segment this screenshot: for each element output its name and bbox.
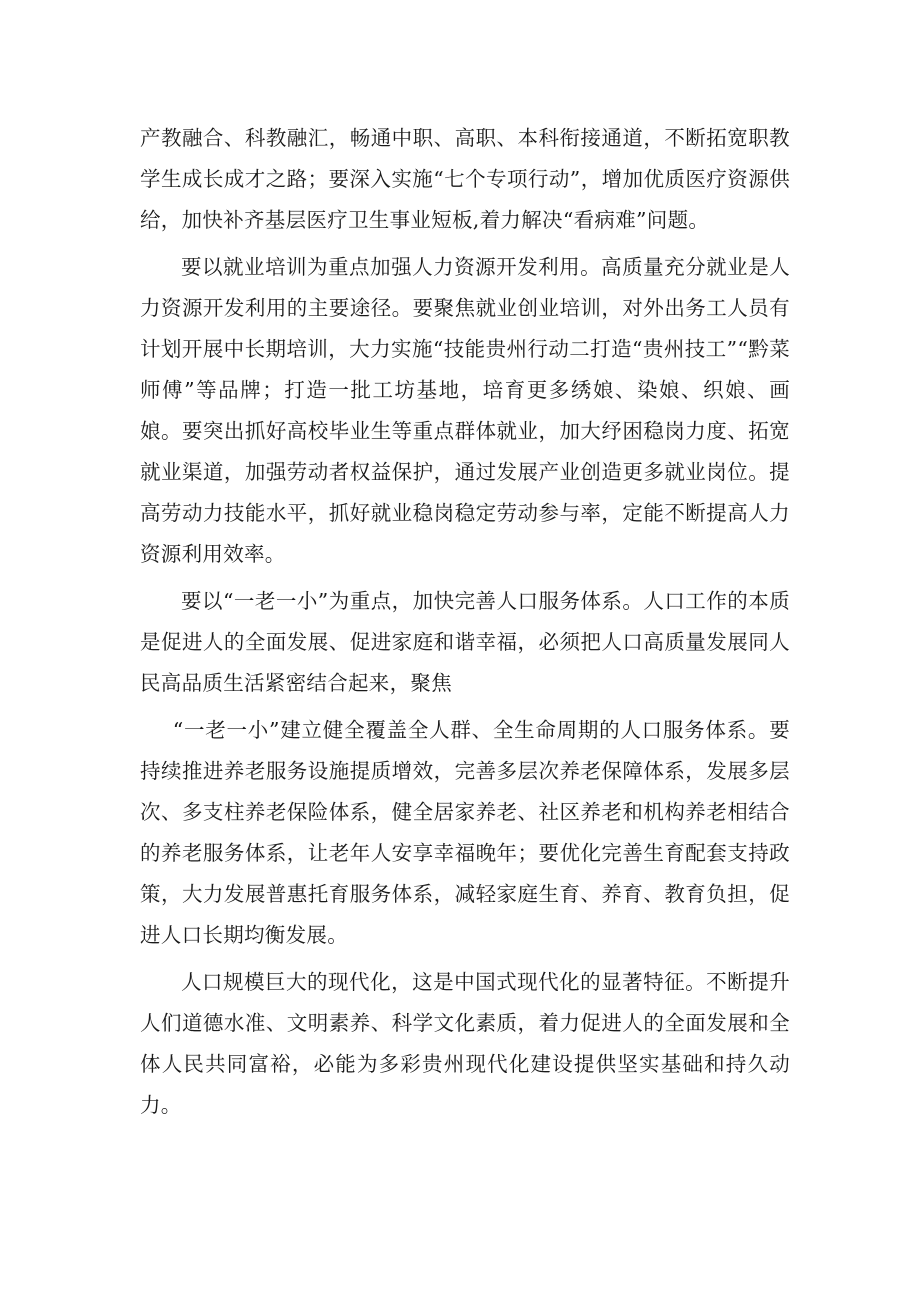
paragraph-continued-education: 产教融合、科教融汇，畅通中职、高职、本科衔接通道，不断拓宽职教学生成长成才之路；要深入实施“七个专项行动”，增加优质医疗资源供给，加快补齐基层医疗卫生事业短板,着力解决“看病难”问题。 <box>140 126 790 232</box>
paragraph-conclusion: 人口规模巨大的现代化，这是中国式现代化的显著特征。不断提升人们道德水准、文明素养、科学文化素质，着力促进人的全面发展和全体人民共同富裕，必能为多彩贵州现代化建设提供坚实基础和持久动力。 <box>140 970 790 1117</box>
paragraph-employment-training: 要以就业培训为重点加强人力资源开发利用。高质量充分就业是人力资源开发利用的主要途径。要聚焦就业创业培训，对外出务工人员有计划开展中长期培训，大力实施“技能贵州行动二打造“贵州技工”“黔菜师傅”等品牌；打造一批工坊基地，培育更多绣娘、染娘、织娘、画娘。要突出抓好高校毕业生等重点群体就业，加大纾困稳岗力度、拓宽就业渠道，加强劳动者权益保护，通过发展产业创造更多就业岗位。提高劳动力技能水平，抓好就业稳岗稳定劳动参与率，定能不断提高人力资源利用效率。 <box>140 255 790 566</box>
paragraph-elderly-childcare: “一老一小”建立健全覆盖全人群、全生命周期的人口服务体系。要持续推进养老服务设施提质增效，完善多层次养老保障体系，发展多层次、多支柱养老保险体系，健全居家养老、社区养老和机构养老相结合的养老服务体系，让老年人安享幸福晚年；要优化完善生育配套支持政策，大力发展普惠托育服务体系，减轻家庭生育、养育、教育负担，促进人口长期均衡发展。 <box>140 718 790 947</box>
paragraph-population-services: 要以“一老一小”为重点，加快完善人口服务体系。人口工作的本质是促进人的全面发展、促进家庭和谐幸福，必须把人口高质量发展同人民高品质生活紧密结合起来，聚焦 <box>140 589 790 695</box>
document-body <box>140 118 790 1126</box>
